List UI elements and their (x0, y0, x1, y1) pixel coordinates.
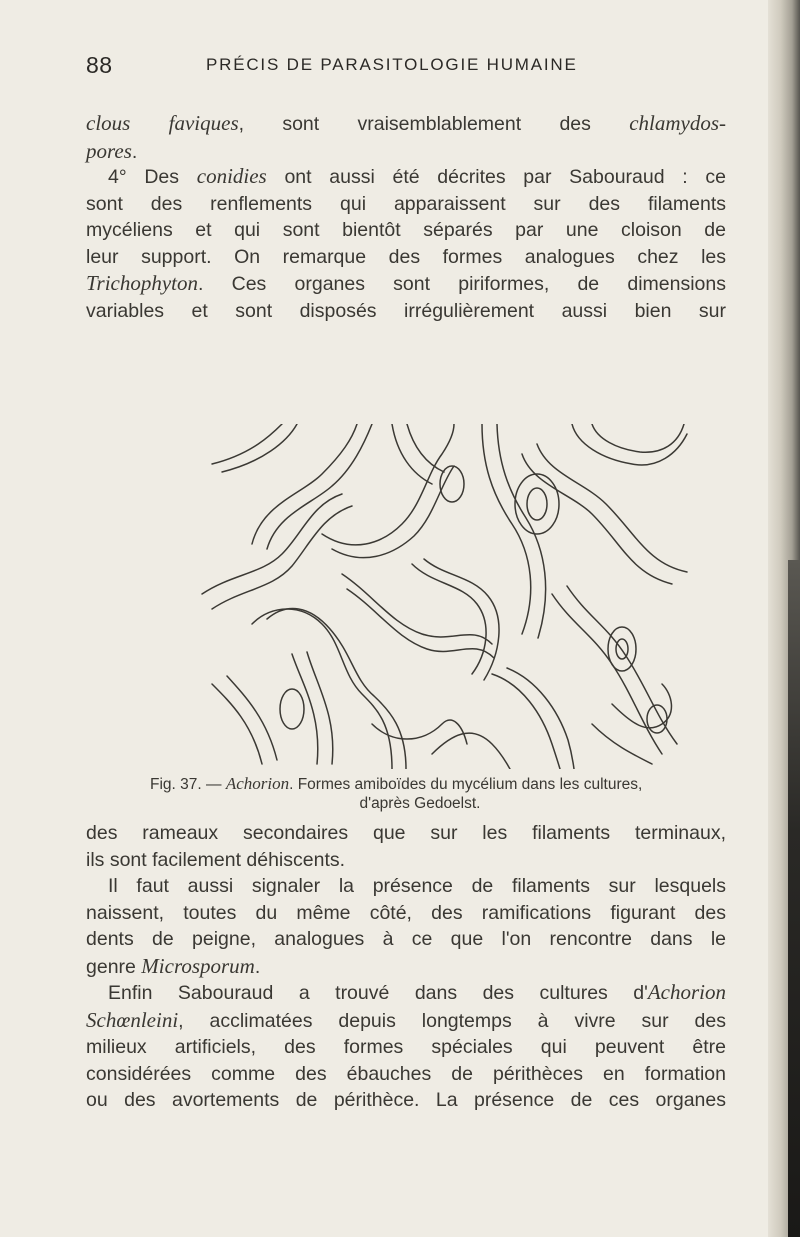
text-line (86, 979, 726, 1007)
mycelium-drawing (192, 424, 692, 769)
italic-term: chlamydos- (629, 111, 727, 135)
figure-caption (150, 774, 690, 813)
italic-term: Achorion (647, 980, 726, 1004)
text-line: ou des avortements de périthèce. La présence de ces organes (86, 1089, 726, 1112)
text-line (86, 110, 726, 138)
text-run: Enfin Sabouraud a trouvé dans des cultures d' (108, 982, 648, 1004)
text-run: genre (86, 955, 136, 978)
text-run: ont aussi été décrites par Sabouraud : ce (284, 166, 727, 188)
text-line: variables et sont disposés irrégulièrement aussi bien sur (86, 299, 726, 322)
caption-source: d'après Gedoelst. (359, 795, 481, 812)
text-line: sont des renflements qui apparaissent sur des filaments (86, 192, 726, 215)
text-line: dents de peigne, analogues à ce que l'on rencontre dans le (86, 928, 726, 951)
figure-mycelium-illustration (192, 424, 692, 769)
text-line (86, 138, 726, 166)
text-line: naissent, toutes du même côté, des ramifications figurant des (86, 901, 726, 924)
italic-term: Trichophyton (86, 271, 199, 296)
text-line (86, 163, 726, 191)
page-binding-dark (788, 560, 800, 1237)
paragraph-perithece (86, 979, 726, 1114)
text-line (86, 953, 726, 981)
paragraph-peigne (86, 873, 726, 980)
caption-line (150, 774, 690, 794)
text-run: . (254, 955, 261, 978)
italic-term: conidies (196, 164, 267, 188)
italic-term: pores (86, 138, 132, 163)
text-run: . (131, 140, 138, 163)
italic-term: faviques (168, 111, 239, 135)
italic-term: clous (86, 111, 131, 135)
running-title: PRÉCIS DE PARASITOLOGIE HUMAINE (206, 55, 578, 74)
caption-text: . Formes amiboïdes du mycélium dans les cultures, (289, 776, 643, 793)
text-line: des rameaux secondaires que sur les filaments terminaux, (86, 822, 726, 844)
paragraph-chlamydospores (86, 110, 726, 165)
text-run: , sont vraisemblablement des (238, 113, 591, 135)
italic-term: Microsporum (141, 953, 255, 978)
paragraph-conidies (86, 163, 726, 325)
text-line: ils sont facilement déhiscents. (86, 848, 346, 871)
text-line (86, 270, 726, 298)
text-line: mycéliens et qui sont bientôt séparés par une cloison de (86, 219, 726, 242)
text-run: 4° Des (108, 166, 180, 188)
text-run: . Ces organes sont piriformes, de dimensions (198, 273, 726, 296)
hyphae-lower (212, 652, 671, 769)
text-line: considérées comme des ébauches de périthèces en formation (86, 1062, 726, 1085)
caption-label: Fig. 37. — (150, 776, 222, 793)
text-line: Il faut aussi signaler la présence de filaments sur lesquels (108, 875, 726, 897)
italic-term: Schœnleini (86, 1007, 179, 1032)
paragraph-rameaux (86, 820, 726, 873)
page-header (86, 52, 726, 78)
text-run: , acclimatées depuis longtemps à vivre sur des (178, 1009, 726, 1032)
caption-genus: Achorion (225, 774, 290, 793)
text-line (86, 1007, 726, 1035)
text-line: milieux artificiels, des formes spéciales qui peuvent être (86, 1036, 726, 1059)
hyphae-outer (202, 424, 687, 638)
page-number: 88 (86, 52, 113, 78)
text-line: leur support. On remarque des formes analogues chez les (86, 245, 726, 268)
